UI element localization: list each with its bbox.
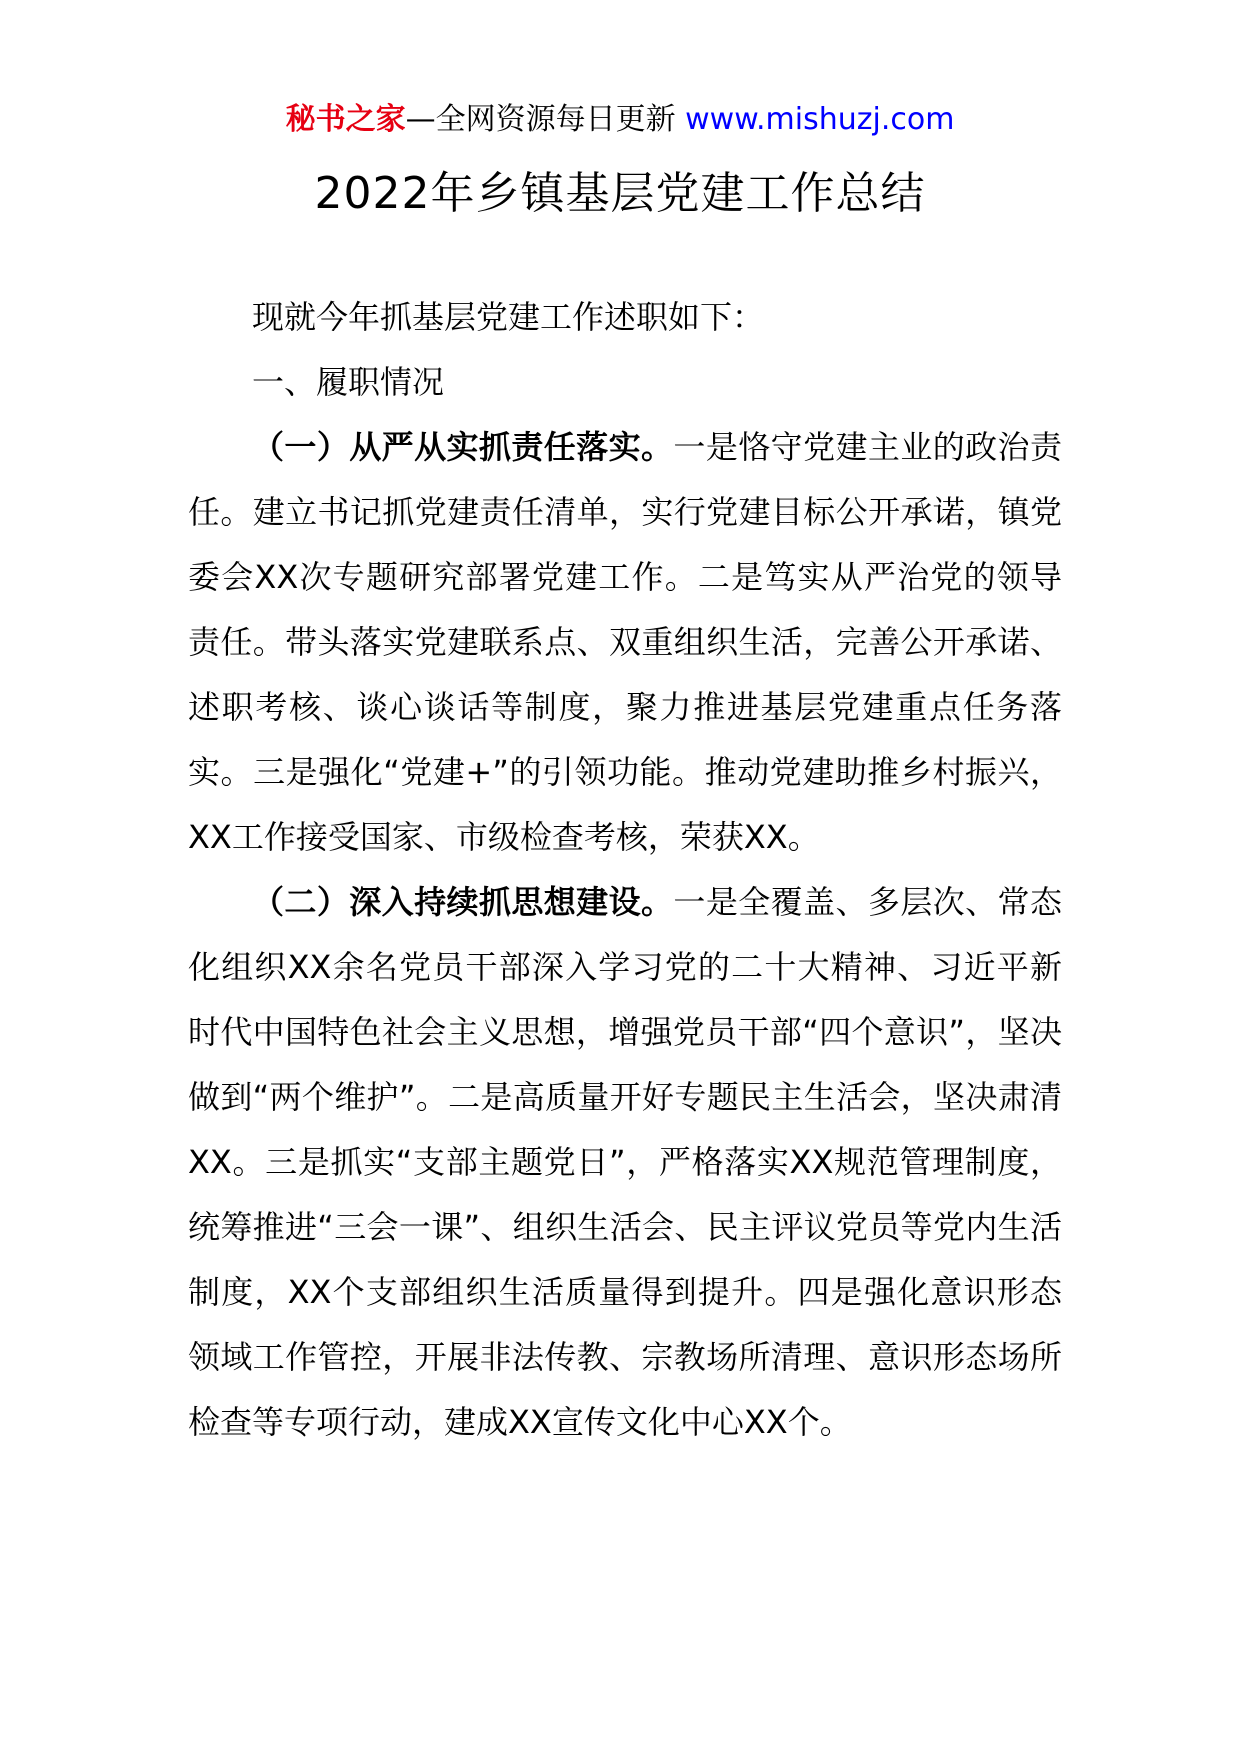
site-header	[0, 100, 1240, 140]
intro-paragraph: 现就今年抓基层党建工作述职如下：	[252, 298, 765, 336]
paragraph-text: 一是全覆盖、多层次、常态化组织XX余名党员干部深入学习党的二十大精神、习近平新时代中国特色社会主义思想，增强党员干部“四个意识”，坚决做到“两个维护”。二是高质量开好专题民主生活会，坚决肃清XX。三是抓实“支部主题党日”，严格落实XX规范管理制度，统筹推进“三会一课”、组织生活会、民主评议党员等党内生活制度，XX个支部组织生活质量得到提升。四是强化意识形态领域工作管控，开展非法传教、宗教场所清理、意识形态场所检查等专项行动，建成XX宣传文化中心XX个。	[188, 883, 1062, 1441]
document-title: 2022年乡镇基层党建工作总结	[314, 168, 926, 219]
paragraph-ideology	[188, 870, 1062, 1455]
document-body	[188, 285, 1062, 1455]
brand-name: 秘书之家	[285, 102, 406, 137]
paragraph-lead: （一）从严从实抓责任落实。	[252, 428, 674, 466]
paragraph-lead: （二）深入持续抓思想建设。	[252, 883, 674, 921]
paragraph-responsibility	[188, 415, 1062, 870]
paragraph-text: 一是恪守党建主业的政治责任。建立书记抓党建责任清单，实行党建目标公开承诺，镇党委会XX次专题研究部署党建工作。二是笃实从严治党的领导责任。带头落实党建联系点、双重组织生活，完善公开承诺、述职考核、谈心谈话等制度，聚力推进基层党建重点任务落实。三是强化“党建+”的引领功能。推动党建助推乡村振兴，XX工作接受国家、市级检查考核，荣获XX。	[188, 428, 1062, 856]
site-url-link[interactable]: www.mishuzj.com	[685, 102, 955, 137]
section-heading: 一、履职情况	[252, 363, 445, 401]
site-tagline: —全网资源每日更新	[405, 102, 676, 137]
